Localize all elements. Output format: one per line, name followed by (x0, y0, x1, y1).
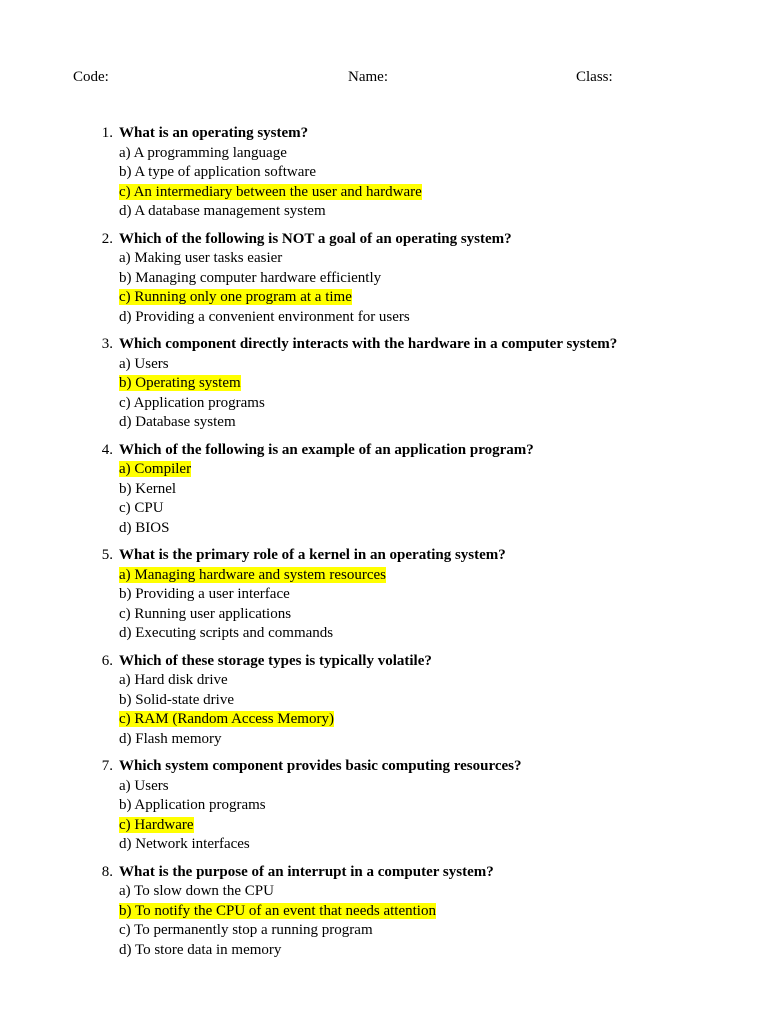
question-block (0, 546, 768, 644)
option-text: a) To slow down the CPU (119, 883, 274, 899)
option-text: b) Operating system (119, 375, 241, 391)
question-block (0, 124, 768, 222)
option-text: b) Solid-state drive (119, 691, 234, 708)
option-text: d) Providing a convenient environment for users (119, 308, 410, 325)
question-block (0, 230, 768, 328)
answer-option (119, 624, 768, 644)
option-text: b) Providing a user interface (119, 586, 290, 602)
option-text: b) A type of application software (119, 164, 317, 180)
question-number: 2. (101, 230, 113, 247)
question-text: Which system component provides basic computing resources? (119, 758, 522, 774)
question-text: What is an operating system? (119, 125, 309, 141)
answer-option (119, 921, 768, 941)
question-text: Which of the following is an example of an application program? (119, 441, 534, 458)
answer-option (119, 730, 768, 750)
option-text: d) BIOS (119, 519, 170, 536)
option-text: c) RAM (Random Access Memory) (119, 711, 334, 727)
answer-option (119, 202, 768, 222)
question-text: Which of these storage types is typically volatile? (119, 652, 432, 669)
answer-option (119, 355, 768, 375)
question-number: 8. (101, 863, 113, 880)
option-text: c) To permanently stop a running program (119, 922, 373, 938)
answer-option-highlighted (119, 902, 768, 922)
answer-option (119, 499, 768, 519)
option-text: c) Application programs (119, 394, 265, 411)
question-text: Which component directly interacts with the hardware in a computer system? (119, 336, 618, 352)
option-text: b) Application programs (119, 797, 266, 813)
question-number: 6. (101, 652, 113, 669)
option-text: a) Hard disk drive (119, 672, 228, 688)
answer-option (119, 585, 768, 605)
question-block (0, 335, 768, 433)
answer-option (119, 269, 768, 289)
option-text: d) Executing scripts and commands (119, 625, 334, 641)
option-text: a) Managing hardware and system resources (119, 566, 386, 583)
code-label: Code: (73, 69, 109, 85)
name-label: Name: (348, 69, 388, 85)
answer-option (119, 691, 768, 711)
question-text: What is the purpose of an interrupt in a computer system? (119, 863, 494, 880)
question-block (0, 441, 768, 539)
question-number: 7. (101, 758, 113, 774)
option-text: d) Flash memory (119, 730, 222, 747)
answer-option (119, 163, 768, 183)
class-label: Class: (576, 69, 613, 85)
answer-option-highlighted (119, 710, 768, 730)
answer-option (119, 144, 768, 164)
answer-option (119, 777, 768, 797)
answer-option-highlighted (119, 566, 768, 586)
option-text: c) CPU (119, 500, 164, 516)
option-text: b) Managing computer hardware efficiently (119, 269, 382, 286)
answer-option (119, 519, 768, 539)
answer-option (119, 308, 768, 328)
option-text: a) Users (119, 777, 169, 794)
answer-option-highlighted (119, 816, 768, 836)
answer-option (119, 394, 768, 414)
option-text: a) Compiler (119, 461, 192, 477)
answer-option (119, 480, 768, 500)
answer-option-highlighted (119, 374, 768, 394)
question-list (0, 124, 768, 968)
option-text: c) Hardware (119, 816, 194, 833)
option-text: a) Users (119, 355, 169, 372)
question-number: 5. (101, 547, 113, 563)
option-text: c) An intermediary between the user and hardware (119, 183, 422, 200)
answer-option-highlighted (119, 288, 768, 308)
question-number: 4. (101, 441, 113, 458)
answer-option (119, 413, 768, 433)
option-text: a) A programming language (119, 144, 287, 161)
answer-option (119, 605, 768, 625)
option-text: d) A database management system (119, 203, 326, 219)
option-text: d) To store data in memory (119, 941, 282, 958)
answer-option (119, 835, 768, 855)
answer-option-highlighted (119, 460, 768, 480)
option-text: a) Making user tasks easier (119, 250, 283, 266)
question-block (0, 757, 768, 855)
question-text: What is the primary role of a kernel in an operating system? (119, 547, 506, 563)
option-text: d) Network interfaces (119, 836, 250, 852)
question-number: 3. (101, 336, 113, 352)
question-text: Which of the following is NOT a goal of an operating system? (119, 230, 512, 247)
answer-option (119, 796, 768, 816)
answer-option (119, 671, 768, 691)
option-text: b) Kernel (119, 480, 177, 497)
option-text: d) Database system (119, 414, 236, 430)
answer-option (119, 249, 768, 269)
option-text: c) Running only one program at a time (119, 289, 352, 305)
answer-option-highlighted (119, 183, 768, 203)
option-text: c) Running user applications (119, 605, 292, 622)
option-text: b) To notify the CPU of an event that needs attention (119, 902, 436, 919)
question-block (0, 863, 768, 961)
answer-option (119, 882, 768, 902)
question-number: 1. (101, 125, 113, 141)
question-block (0, 652, 768, 750)
answer-option (119, 941, 768, 961)
